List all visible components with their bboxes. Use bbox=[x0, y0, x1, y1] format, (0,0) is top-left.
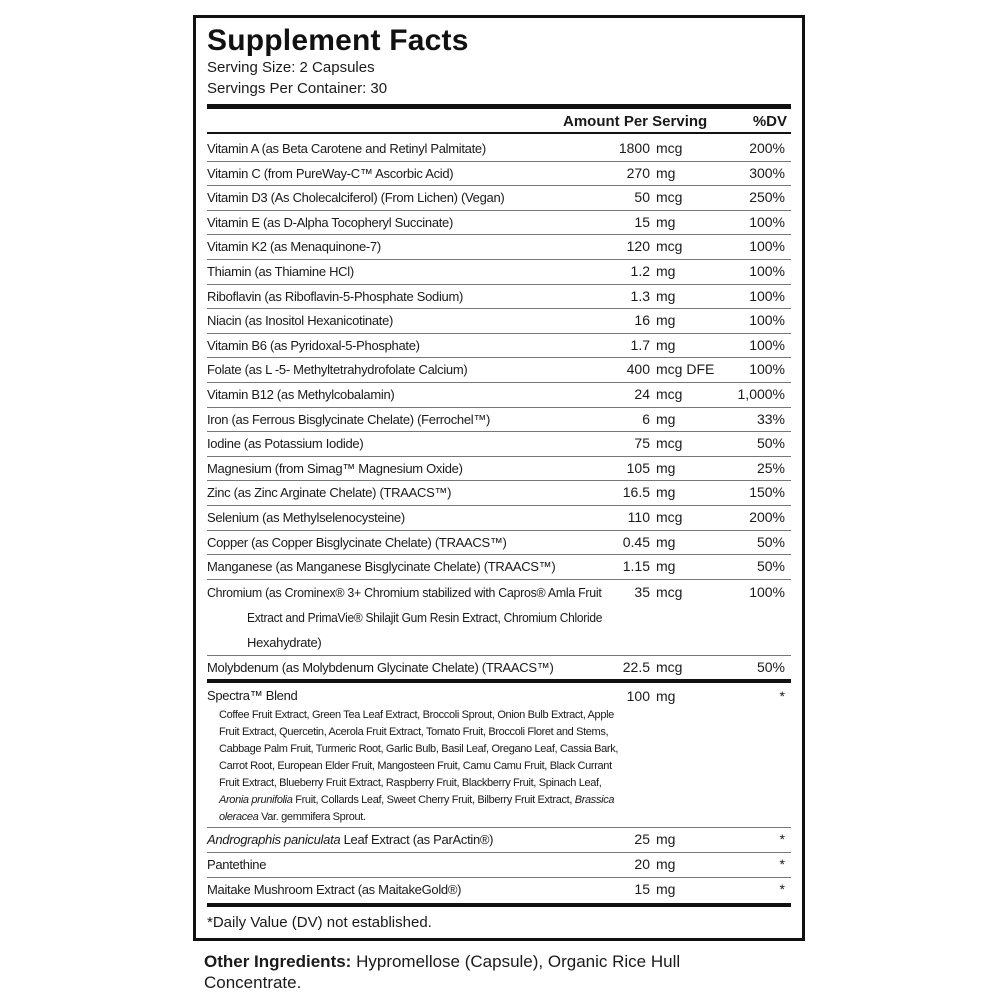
nutrient-unit: mg bbox=[656, 213, 676, 230]
nutrient-dv: 50% bbox=[756, 533, 785, 550]
nutrient-dv: 50% bbox=[756, 558, 785, 575]
blend-desc-line: Cabbage Palm Fruit, Turmeric Root, Garlic Bulb, Basil Leaf, Oregano Leaf, Cassia Bark, bbox=[219, 743, 619, 755]
blend-desc-line bbox=[219, 809, 619, 826]
table-row-chromium bbox=[207, 581, 791, 656]
nutrient-amount: 16 bbox=[634, 312, 650, 329]
table-row bbox=[207, 531, 791, 556]
nutrient-dv: 100% bbox=[749, 262, 785, 279]
nutrient-amount: 16.5 bbox=[622, 484, 650, 501]
maitake-unit: mg bbox=[656, 881, 676, 897]
blend-desc-italic: Aronia prunifolia bbox=[219, 794, 293, 806]
nutrient-unit: mcg bbox=[656, 189, 683, 206]
serving-size: Serving Size: 2 Capsules bbox=[207, 59, 375, 76]
nutrient-name: Vitamin A (as Beta Carotene and Retinyl Palmitate) bbox=[207, 141, 486, 156]
andrographis-dv: * bbox=[779, 831, 785, 847]
nutrient-amount: 1.2 bbox=[630, 262, 650, 279]
nutrient-amount: 105 bbox=[626, 459, 650, 476]
chromium-block bbox=[207, 581, 791, 680]
table-row bbox=[207, 186, 791, 211]
nutrient-dv: 1,000% bbox=[737, 385, 785, 402]
nutrient-amount: 120 bbox=[626, 238, 650, 255]
table-row bbox=[207, 481, 791, 506]
other-ingredients bbox=[204, 951, 764, 993]
andrographis-amount: 25 bbox=[634, 831, 650, 847]
nutrient-dv: 100% bbox=[749, 312, 785, 329]
nutrient-dv: 50% bbox=[756, 435, 785, 452]
blend-amount: 100 bbox=[626, 688, 650, 704]
nutrient-unit: mg bbox=[656, 484, 676, 501]
table-row bbox=[207, 309, 791, 334]
blend-desc-line: Fruit Extract, Blueberry Fruit Extract, Raspberry Fruit, Blackberry Fruit, Spinach Leaf, bbox=[219, 777, 602, 789]
nutrient-name: Magnesium (from Simag™ Magnesium Oxide) bbox=[207, 460, 463, 476]
nutrient-name: Vitamin K2 (as Menaquinone-7) bbox=[207, 239, 381, 255]
nutrient-unit: mcg DFE bbox=[656, 361, 715, 378]
chromium-name-line1: Chromium (as Crominex® 3+ Chromium stabilized with Capros® Amla Fruit bbox=[207, 585, 602, 600]
table-row bbox=[207, 555, 791, 580]
pantethine-unit: mg bbox=[656, 856, 676, 872]
blend-desc-line bbox=[219, 792, 619, 809]
nutrient-unit: mcg bbox=[656, 508, 683, 525]
nutrient-unit: mg bbox=[656, 459, 676, 476]
table-row bbox=[207, 506, 791, 531]
nutrient-dv: 200% bbox=[749, 508, 785, 525]
nutrient-dv: 300% bbox=[749, 164, 785, 181]
pantethine-amount: 20 bbox=[634, 856, 650, 872]
nutrient-dv: 100% bbox=[749, 336, 785, 353]
nutrient-name: Iodine (as Potassium Iodide) bbox=[207, 436, 364, 452]
table-row-pantethine bbox=[207, 853, 791, 878]
andrographis-unit: mg bbox=[656, 831, 676, 847]
blend-dv: * bbox=[779, 688, 785, 704]
nutrient-amount: 1.3 bbox=[630, 287, 650, 304]
molybdenum-amount: 22.5 bbox=[622, 659, 650, 675]
blend-description bbox=[219, 707, 619, 826]
nutrient-name: Zinc (as Zinc Arginate Chelate) (TRAACS™) bbox=[207, 485, 452, 501]
nutrient-dv: 250% bbox=[749, 189, 785, 206]
nutrient-amount: 75 bbox=[634, 435, 650, 452]
nutrient-amount: 270 bbox=[626, 164, 650, 181]
nutrient-dv: 200% bbox=[749, 140, 785, 156]
nutrient-unit: mcg bbox=[656, 385, 683, 402]
table-row-andrographis bbox=[207, 828, 791, 853]
nutrient-unit: mcg bbox=[656, 238, 683, 255]
nutrient-amount: 6 bbox=[642, 410, 650, 427]
nutrient-name: Selenium (as Methylselenocysteine) bbox=[207, 509, 405, 525]
table-row-maitake bbox=[207, 878, 791, 902]
nutrient-amount: 15 bbox=[634, 213, 650, 230]
nutrient-name: Manganese (as Manganese Bisglycinate Chelate) (TRAACS™) bbox=[207, 559, 556, 575]
blend-desc-plain: Fruit, Collards Leaf, Sweet Cherry Fruit, Bilberry Fruit Extract, bbox=[292, 794, 575, 806]
nutrient-dv: 150% bbox=[749, 484, 785, 501]
nutrient-name: Vitamin E (as D-Alpha Tocopheryl Succinate) bbox=[207, 214, 454, 230]
table-row bbox=[207, 334, 791, 359]
blend-desc-line: Coffee Fruit Extract, Green Tea Leaf Extract, Broccoli Sprout, Onion Bulb Extract, Apple bbox=[219, 709, 614, 721]
chromium-name-line3: Hexahydrate) bbox=[247, 635, 322, 650]
nutrient-amount: 110 bbox=[627, 508, 650, 525]
blend-desc-italic: Brassica bbox=[574, 794, 615, 806]
nutrient-name: Vitamin B6 (as Pyridoxal-5-Phosphate) bbox=[207, 337, 420, 353]
blend-name: Spectra™ Blend bbox=[207, 688, 298, 703]
molybdenum-name: Molybdenum (as Molybdenum Glycinate Chelate) (TRAACS™) bbox=[207, 660, 554, 675]
chromium-unit: mcg bbox=[656, 584, 683, 600]
andrographis-name-italic: Andrographis paniculata bbox=[207, 832, 341, 847]
table-row bbox=[207, 260, 791, 285]
nutrient-unit: mcg bbox=[656, 435, 683, 452]
table-row bbox=[207, 211, 791, 236]
nutrient-unit: mg bbox=[656, 558, 676, 575]
nutrient-dv: 33% bbox=[756, 410, 785, 427]
blend-block bbox=[207, 685, 791, 902]
nutrient-amount: 1.15 bbox=[622, 558, 650, 575]
table-row bbox=[207, 235, 791, 260]
table-row bbox=[207, 137, 791, 162]
nutrient-dv: 100% bbox=[749, 213, 785, 230]
other-ingredients-text: Hypromellose (Capsule), Organic Rice Hull Concentrate. bbox=[204, 952, 681, 992]
blend-unit: mg bbox=[656, 688, 676, 704]
maitake-amount: 15 bbox=[634, 881, 650, 897]
molybdenum-dv: 50% bbox=[756, 659, 785, 675]
nutrient-name: Copper (as Copper Bisglycinate Chelate) (TRAACS™) bbox=[207, 534, 507, 550]
nutrient-dv: 100% bbox=[749, 238, 785, 255]
blend-desc-italic: oleracea bbox=[219, 811, 259, 823]
footnote: *Daily Value (DV) not established. bbox=[207, 914, 432, 931]
andrographis-name-plain: Leaf Extract (as ParActin®) bbox=[340, 832, 494, 847]
nutrient-name: Vitamin B12 (as Methylcobalamin) bbox=[207, 386, 395, 402]
nutrient-name: Iron (as Ferrous Bisglycinate Chelate) (Ferrochel™) bbox=[207, 411, 491, 427]
blend-desc-line: Carrot Root, European Elder Fruit, Mangosteen Fruit, Camu Camu Fruit, Black Currant bbox=[219, 760, 612, 772]
nutrient-unit: mg bbox=[656, 287, 676, 304]
nutrient-unit: mg bbox=[656, 262, 676, 279]
nutrient-dv: 100% bbox=[749, 287, 785, 304]
nutrient-dv: 100% bbox=[749, 361, 785, 378]
pantethine-name: Pantethine bbox=[207, 857, 267, 872]
table-row bbox=[207, 358, 791, 383]
nutrient-table bbox=[207, 137, 791, 580]
table-row bbox=[207, 408, 791, 433]
supplement-facts-panel bbox=[193, 15, 805, 941]
nutrient-unit: mg bbox=[656, 410, 676, 427]
nutrient-amount: 1.7 bbox=[630, 336, 650, 353]
nutrient-amount: 24 bbox=[634, 385, 650, 402]
nutrient-unit: mg bbox=[656, 312, 676, 329]
amount-header: Amount Per Serving bbox=[563, 113, 708, 130]
maitake-dv: * bbox=[779, 881, 785, 897]
nutrient-amount: 0.45 bbox=[622, 533, 650, 550]
bottom-divider bbox=[207, 903, 791, 907]
nutrient-unit: mg bbox=[656, 164, 676, 181]
chromium-dv: 100% bbox=[749, 584, 785, 600]
header-divider bbox=[207, 132, 791, 134]
nutrient-name: Thiamin (as Thiamine HCl) bbox=[207, 263, 354, 279]
top-divider bbox=[207, 104, 791, 109]
panel-title: Supplement Facts bbox=[207, 24, 469, 57]
table-row-molybdenum bbox=[207, 656, 791, 680]
table-row bbox=[207, 285, 791, 310]
nutrient-name: Vitamin C (from PureWay-C™ Ascorbic Acid) bbox=[207, 165, 454, 181]
dv-header: %DV bbox=[752, 113, 787, 130]
nutrient-name: Vitamin D3 (As Cholecalciferol) (From Lichen) (Vegan) bbox=[207, 190, 505, 206]
nutrient-unit: mcg bbox=[656, 140, 683, 156]
nutrient-amount: 400 bbox=[626, 361, 650, 378]
table-row bbox=[207, 162, 791, 187]
table-row-spectra-blend bbox=[207, 685, 791, 828]
blend-desc-plain: Var. gemmifera Sprout. bbox=[258, 811, 366, 823]
pantethine-dv: * bbox=[779, 856, 785, 872]
nutrient-dv: 25% bbox=[756, 459, 785, 476]
nutrient-unit: mg bbox=[656, 533, 676, 550]
nutrient-name: Folate (as L -5- Methyltetrahydrofolate Calcium) bbox=[207, 362, 468, 378]
chromium-amount: 35 bbox=[634, 584, 650, 600]
nutrient-amount: 50 bbox=[634, 189, 650, 206]
maitake-name: Maitake Mushroom Extract (as MaitakeGold®) bbox=[207, 882, 462, 897]
other-ingredients-label: Other Ingredients: bbox=[204, 952, 352, 971]
blend-divider bbox=[207, 679, 791, 683]
nutrient-amount: 1800 bbox=[618, 140, 650, 156]
andrographis-name bbox=[207, 832, 493, 847]
table-row bbox=[207, 457, 791, 482]
molybdenum-unit: mcg bbox=[656, 659, 683, 675]
table-row bbox=[207, 432, 791, 457]
chromium-name-line2: Extract and PrimaVie® Shilajit Gum Resin Extract, Chromium Chloride bbox=[247, 610, 603, 625]
blend-desc-line: Fruit Extract, Quercetin, Acerola Fruit Extract, Tomato Fruit, Broccoli Floret and Stems, bbox=[219, 726, 609, 738]
nutrient-unit: mg bbox=[656, 336, 676, 353]
nutrient-name: Riboflavin (as Riboflavin-5-Phosphate Sodium) bbox=[207, 288, 464, 304]
nutrient-name: Niacin (as Inositol Hexanicotinate) bbox=[207, 313, 394, 329]
servings-per-container: Servings Per Container: 30 bbox=[207, 80, 388, 97]
table-row bbox=[207, 383, 791, 408]
